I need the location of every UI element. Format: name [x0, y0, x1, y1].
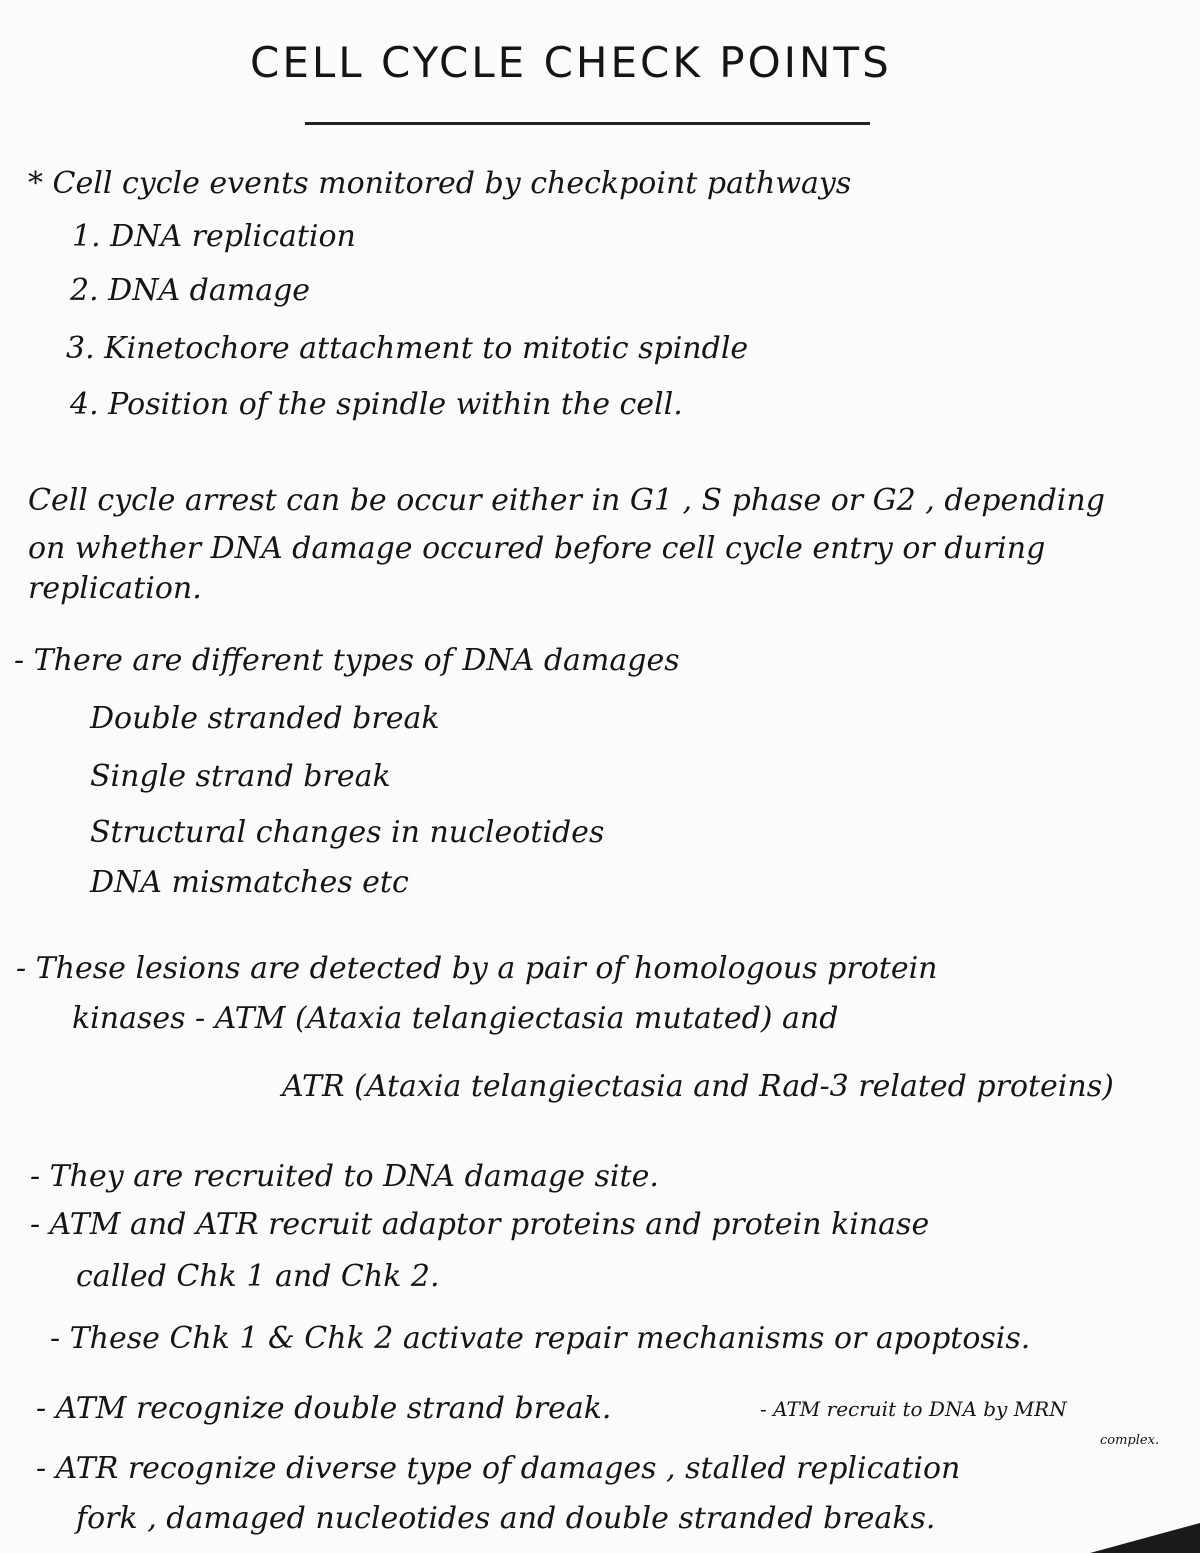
list-item: 2. DNA damage: [70, 273, 311, 308]
intro-heading: * Cell cycle events monitored by checkpoint pathways: [28, 166, 852, 201]
title-underline: [305, 122, 870, 125]
lesions-line-2: kinases - ATM (Ataxia telangiectasia mutated) and: [72, 1001, 839, 1036]
list-item: Double stranded break: [90, 701, 440, 736]
list-item: DNA mismatches etc: [90, 865, 409, 900]
arrest-line-3: replication.: [28, 571, 202, 606]
arrest-line-2: on whether DNA damage occured before cell cycle entry or during: [28, 531, 1046, 566]
recruit-line-3: called Chk 1 and Chk 2.: [76, 1259, 440, 1294]
list-item: 4. Position of the spindle within the cell.: [70, 387, 683, 422]
chk-line: - These Chk 1 & Chk 2 activate repair mechanisms or apoptosis.: [50, 1321, 1031, 1356]
page-title: CELL CYCLE CHECK POINTS: [250, 38, 892, 87]
atm-note-sub: complex.: [1100, 1433, 1160, 1448]
damage-types-heading: - There are different types of DNA damages: [14, 643, 680, 678]
arrest-line-1: Cell cycle arrest can be occur either in G1 , S phase or G2 , depending: [28, 483, 1105, 518]
recruit-line-2: - ATM and ATR recruit adaptor proteins and protein kinase: [30, 1207, 930, 1242]
lesions-line-3: ATR (Ataxia telangiectasia and Rad-3 related proteins): [282, 1069, 1114, 1104]
atm-line: - ATM recognize double strand break.: [36, 1391, 612, 1426]
atm-note: - ATM recruit to DNA by MRN: [760, 1397, 1067, 1421]
corner-scan-mark: [1090, 1523, 1200, 1553]
lesions-line-1: - These lesions are detected by a pair of homologous protein: [16, 951, 938, 986]
recruit-line-1: - They are recruited to DNA damage site.: [30, 1159, 659, 1194]
list-item: 1. DNA replication: [72, 219, 356, 254]
list-item: 3. Kinetochore attachment to mitotic spindle: [66, 331, 749, 366]
list-item: Structural changes in nucleotides: [90, 815, 605, 850]
atr-line-1: - ATR recognize diverse type of damages , stalled replication: [36, 1451, 961, 1486]
atr-line-2: fork , damaged nucleotides and double stranded breaks.: [76, 1501, 936, 1536]
list-item: Single strand break: [90, 759, 391, 794]
